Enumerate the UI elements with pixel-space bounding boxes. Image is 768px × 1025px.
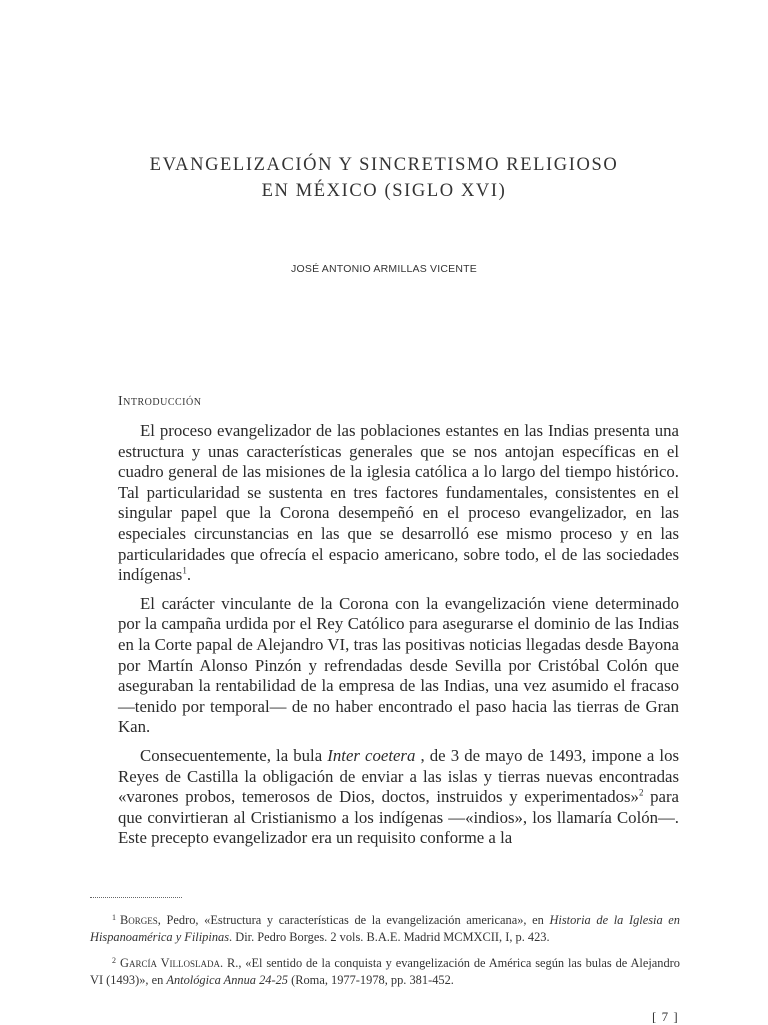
footnote-2 (90, 952, 680, 989)
paragraph-1-text: El proceso evangelizador de las poblaciones estantes en las Indias presenta una estructura y unas características generales que se nos antojan específicas en el cuadro general de las misiones de la iglesia católica a lo largo del tiempo histórico. Tal particularidad se sustenta en tres factores fundamentales, consistentes en el singular papel que la Corona desempeñó en el proceso evangelizador, en las especiales circunstancias en las que se desarrolló ese mismo proceso y en las particularidades que ofrecía el espacio americano, sobre todo, el de las sociedades indígenas (118, 421, 679, 585)
paragraph-2: El carácter vinculante de la Corona con la evangelización viene determinado por la campaña urdida por el Rey Católico para asegurarse el dominio de las Indias en la Corte papal de Alejandro VI, tras las positivas noticias llegadas desde Bayona por Martín Alonso Pinzón y refrendadas desde Sevilla por Cristóbal Colón que aseguraban la rentabilidad de la empresa de las Indias, una vez asumido el fracaso —tenido por temporal— de no haber encontrado el paso hacia las tierras de Gran Kan. (118, 593, 679, 737)
footnote-1 (90, 909, 680, 946)
footnote-2-italic: Antológica Annua 24-25 (166, 973, 288, 987)
paragraph-3 (118, 746, 679, 849)
paragraph-3-text-c: para que convirtieran al Cristianismo a los indígenas —«indios», los llamaría Colón—. Este precepto evangelizador era un requisito conforme a la (118, 787, 679, 848)
footnote-1-number: 1 (112, 913, 116, 922)
article-title (0, 152, 768, 204)
footnote-divider (90, 897, 182, 898)
paragraph-3-italic: Inter coetera (327, 745, 416, 765)
footnote-ref-1: 1 (182, 565, 187, 576)
footnote-2-text-b: (Roma, 1977-1978, pp. 381-452. (288, 973, 454, 987)
paragraph-3-text-b: , de 3 de mayo de 1493, impone a los Reyes de Castilla la obligación de enviar a las islas y tierras nuevas encontradas «varones probos, temerosos de Dios, doctos, instruidos y experimentados» (118, 745, 680, 807)
footnote-1-italic: Historia de la Iglesia en Hispanoamérica y Filipinas (90, 913, 680, 944)
author-name: JOSÉ ANTONIO ARMILLAS VICENTE (291, 263, 477, 275)
footnote-1-text-a: , Pedro, «Estructura y características de la evangelización americana», en (157, 913, 550, 927)
footnotes (90, 909, 680, 995)
page-number: [ 7 ] (652, 1009, 679, 1024)
paragraph-3-text-a: Consecuentemente, la bula (140, 745, 328, 765)
paragraph-1 (118, 421, 679, 586)
footnote-ref-2: 2 (638, 787, 644, 798)
footnote-1-author: Borges (120, 913, 158, 927)
footnote-1-text-b: . Dir. Pedro Borges. 2 vols. B.A.E. Madrid MCMXCII, I, p. 423. (229, 930, 550, 944)
footnote-2-author: García Villoslada (120, 956, 221, 970)
body-text (118, 421, 679, 857)
section-heading: Introducción (118, 394, 202, 409)
footnote-2-text-a: . R., «El sentido de la conquista y evangelización de América según las bulas de Alejandro VI (1493)», en (90, 956, 680, 987)
title-line-1: EVANGELIZACIÓN Y SINCRETISMO RELIGIOSO (149, 155, 619, 175)
footnote-2-number: 2 (112, 956, 116, 965)
title-line-2: EN MÉXICO (SIGLO XVI) (261, 181, 507, 201)
paragraph-1-end: . (186, 565, 192, 585)
